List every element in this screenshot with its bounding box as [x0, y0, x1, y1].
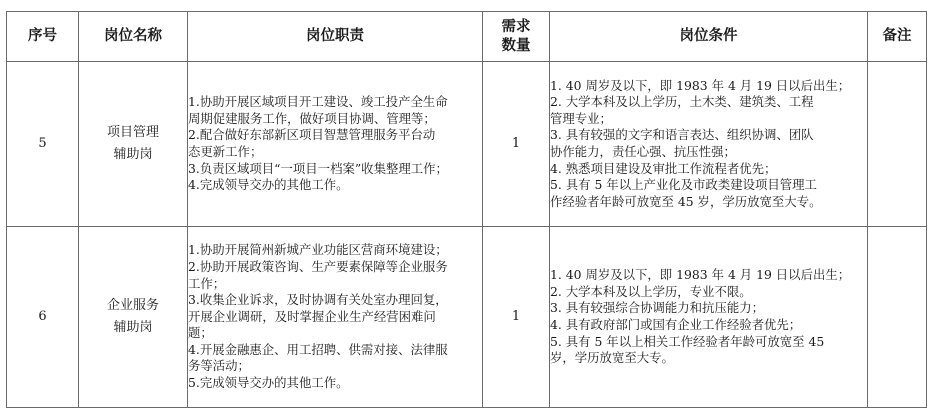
condition-line: 1. 40 周岁及以下，即 1983 年 4 月 19 日以后出生；: [550, 77, 851, 93]
row-position-name: [79, 62, 188, 227]
duty-line: 1.协助开展简州新城产业功能区营商环境建设；: [188, 242, 448, 258]
condition-line: 管理专业；: [550, 110, 612, 126]
row-duties: [188, 227, 483, 408]
duty-line: 务等活动；: [188, 358, 250, 374]
condition-line: 2. 大学本科及以上学历，土木类、建筑类、工程: [550, 94, 814, 110]
condition-line: 5. 具有 5 年以上相关工作经验者年龄可放宽至 45: [550, 333, 825, 349]
condition-line: 协作能力，责任心强、抗压性强；: [550, 144, 736, 159]
row-position-name: [79, 227, 188, 408]
condition-line: 5. 具有 5 年以上产业化及市政类建设项目管理工: [550, 177, 817, 193]
condition-line: 1. 40 周岁及以下，即 1983 年 4 月 19 日以后出生；: [550, 267, 851, 283]
header-row: [7, 12, 927, 62]
condition-line: 岁，学历放宽至大专。: [550, 350, 674, 366]
header-count-line-2: 数量: [501, 37, 531, 54]
row-index: 6: [7, 227, 79, 408]
duty-line: 周期促建服务工作，做好项目协调、管理等；: [188, 110, 436, 126]
header-index: 序号: [7, 12, 79, 62]
duty-line: 1.协助开展区域项目开工建设、竣工投产全生命: [188, 94, 448, 110]
condition-line: 4. 熟悉项目建设及审批工作流程者优先；: [550, 160, 777, 176]
header-count-line-1: 需求: [501, 18, 531, 35]
duty-line: 5.完成领导交办的其他工作。: [188, 375, 349, 391]
position-name-line-1: 企业服务: [106, 298, 159, 313]
row-notes: [868, 227, 927, 408]
header-duties: 岗位职责: [188, 12, 483, 62]
table-row: [7, 62, 927, 227]
row-count: 1: [483, 62, 550, 227]
condition-line: 4. 具有政府部门或国有企业工作经验者优先；: [550, 317, 802, 332]
job-table: [6, 11, 927, 408]
duty-line: 2.协助开展政策咨询、生产要素保障等企业服务: [188, 258, 448, 274]
condition-line: 2. 大学本科及以上学历，专业不限。: [550, 283, 752, 299]
row-duties: [188, 62, 483, 227]
condition-line: 3. 具有较强的文字和语言表达、组织协调、团队: [550, 127, 814, 143]
row-index: 5: [7, 62, 79, 227]
header-conditions: 岗位条件: [550, 12, 868, 62]
position-name-line-1: 项目管理: [106, 125, 159, 140]
position-name-line-2: 辅助岗: [113, 147, 153, 162]
duty-line: 4.完成领导交办的其他工作。: [188, 177, 349, 193]
header-name: 岗位名称: [79, 12, 188, 62]
row-conditions: [550, 227, 868, 408]
condition-line: 3. 具有较强综合协调能力和抗压能力；: [550, 300, 765, 316]
table-row: [7, 227, 927, 408]
duty-line: 态更新工作；: [188, 144, 263, 159]
duty-line: 3.负责区域项目“一项目一档案”收集整理工作；: [188, 160, 448, 176]
duty-line: 题；: [188, 325, 213, 341]
condition-line: 作经验者年龄可放宽至 45 岁，学历放宽至大专。: [550, 193, 822, 209]
duty-line: 4.开展金融惠企、用工招聘、供需对接、法律服: [188, 341, 448, 357]
duty-line: 开展企业调研，及时掌握企业生产经营困难问: [188, 308, 436, 324]
row-count: 1: [483, 227, 550, 408]
header-count: [483, 12, 550, 62]
header-notes: 备注: [868, 12, 927, 62]
duty-line: 工作；: [188, 275, 226, 291]
position-name-line-2: 辅助岗: [113, 320, 153, 335]
duty-line: 3.收集企业诉求，及时协调有关处室办理回复，: [188, 292, 448, 308]
row-notes: [868, 62, 927, 227]
row-conditions: [550, 62, 868, 227]
duty-line: 2.配合做好东部新区项目智慧管理服务平台动: [188, 127, 436, 143]
